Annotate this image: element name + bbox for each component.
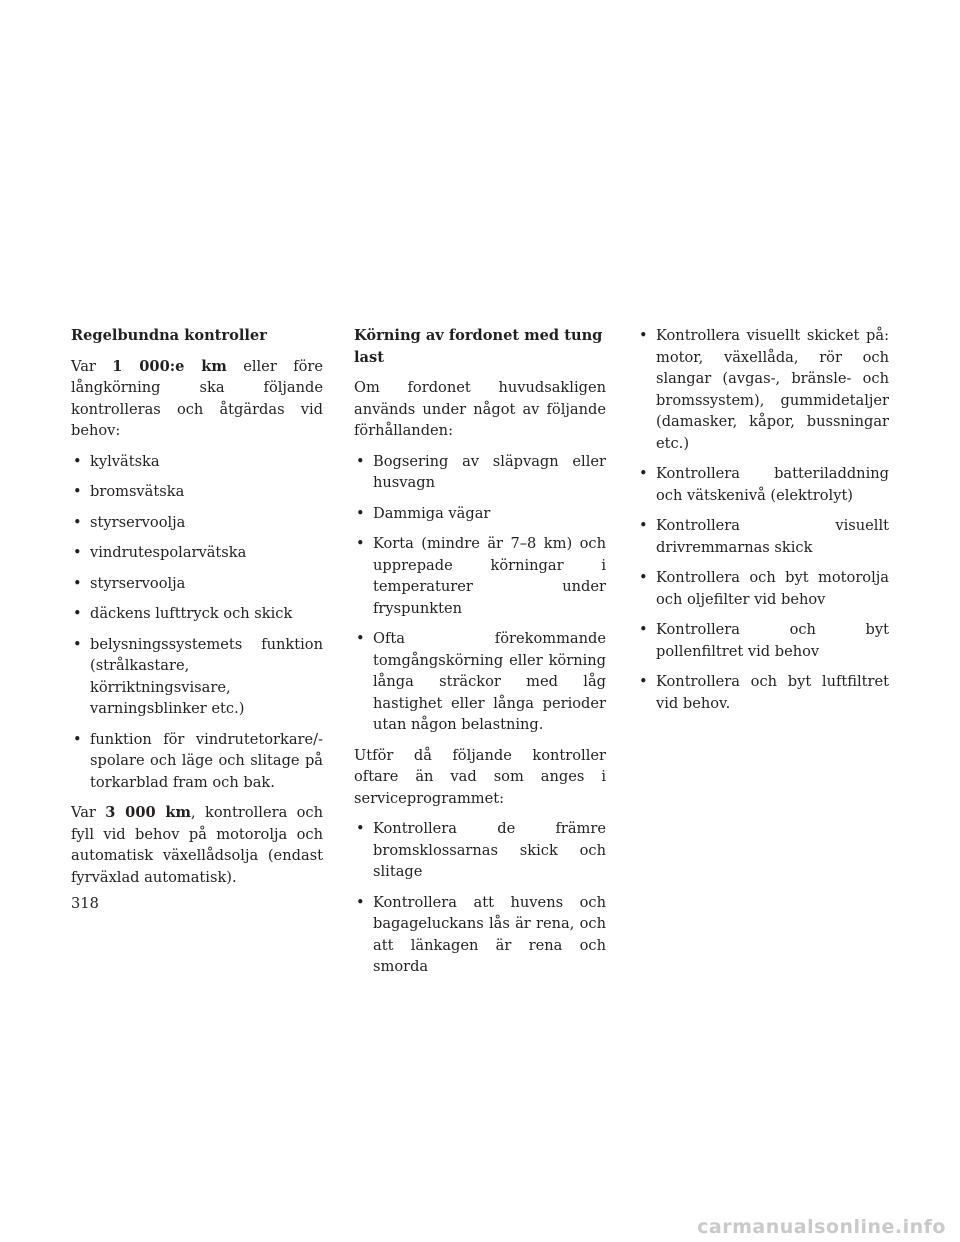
outro-paragraph: Var 3 000 km, kontrollera och fyll vid behov på motorolja och automatisk växellådsolja (endast fyrväxlad automatisk). [71,804,323,886]
list-item: • Kontrollera och byt motorolja och oljefilter vid behov [639,569,889,608]
list-item: • belysningssystemets funktion (strålkastare, körriktningsvisare, varningsblinker etc.) [73,635,323,717]
watermark-logo: carmanualsonline.info [697,1216,946,1238]
frequent-check-list-continued [637,325,889,714]
list-item: • Kontrollera de främre bromsklossarnas skick och slitage [356,820,606,880]
list-item: • styrservoolja [73,574,186,592]
page-number: 318 [71,895,99,912]
outro-paragraph: Utför då följande kontroller oftare än vad som anges i serviceprogrammet: [354,746,606,807]
intro-paragraph: Var 1 000:e km eller före långkörning ska följande kontrolleras och åtgärdas vid behov: [71,357,323,439]
frequent-check-list [354,818,606,978]
list-item: • Ofta förekommande tomgångskörning eller körning långa sträckor med låg hastighet eller långa perioder utan någon belastning. [356,630,606,733]
list-item: • Korta (mindre är 7–8 km) och upprepade körningar i temperaturer under fryspunkten [356,535,606,617]
list-item: • Kontrollera och byt luftfiltret vid behov. [639,673,889,712]
list-item: • vindrutespolarvätska [73,544,247,561]
column-1 [71,325,323,897]
check-list [71,451,323,794]
list-item: • bromsvätska [73,483,185,500]
list-item: • kylvätska [73,452,160,470]
section-heading-regular-checks: Regelbundna kontroller [71,327,267,344]
list-item: • Kontrollera batteriladdning och vätskenivå (elektrolyt) [639,465,889,504]
list-item: • Kontrollera och byt pollenfiltret vid behov [639,621,889,660]
list-item: • styrservoolja [73,513,186,531]
section-heading-heavy-load: Körning av fordonet med tung last [354,327,603,366]
list-item: • däckens lufttryck och skick [73,605,293,622]
list-item: • Kontrollera att huvens och bagageluckans lås är rena, och att länkagen är rena och smorda [356,893,606,975]
list-item: • Dammiga vägar [356,504,491,522]
list-item: • Kontrollera visuellt skicket på: motor, växellåda, rör och slangar (avgas-, bränsle- och bromssystem), gummidetaljer (damasker, kåpor, bussningar etc.) [639,327,889,452]
column-2 [354,325,606,987]
list-item: • funktion för vindrutetorkare/-spolare och läge och slitage på torkarblad fram och bak. [73,730,323,791]
column-3 [637,325,889,723]
list-item: • Kontrollera visuellt drivremmarnas skick [639,517,889,556]
condition-list [354,451,606,736]
intro-paragraph: Om fordonet huvudsakligen används under något av följande förhållanden: [354,379,606,439]
list-item: • Bogsering av släpvagn eller husvagn [356,452,606,491]
